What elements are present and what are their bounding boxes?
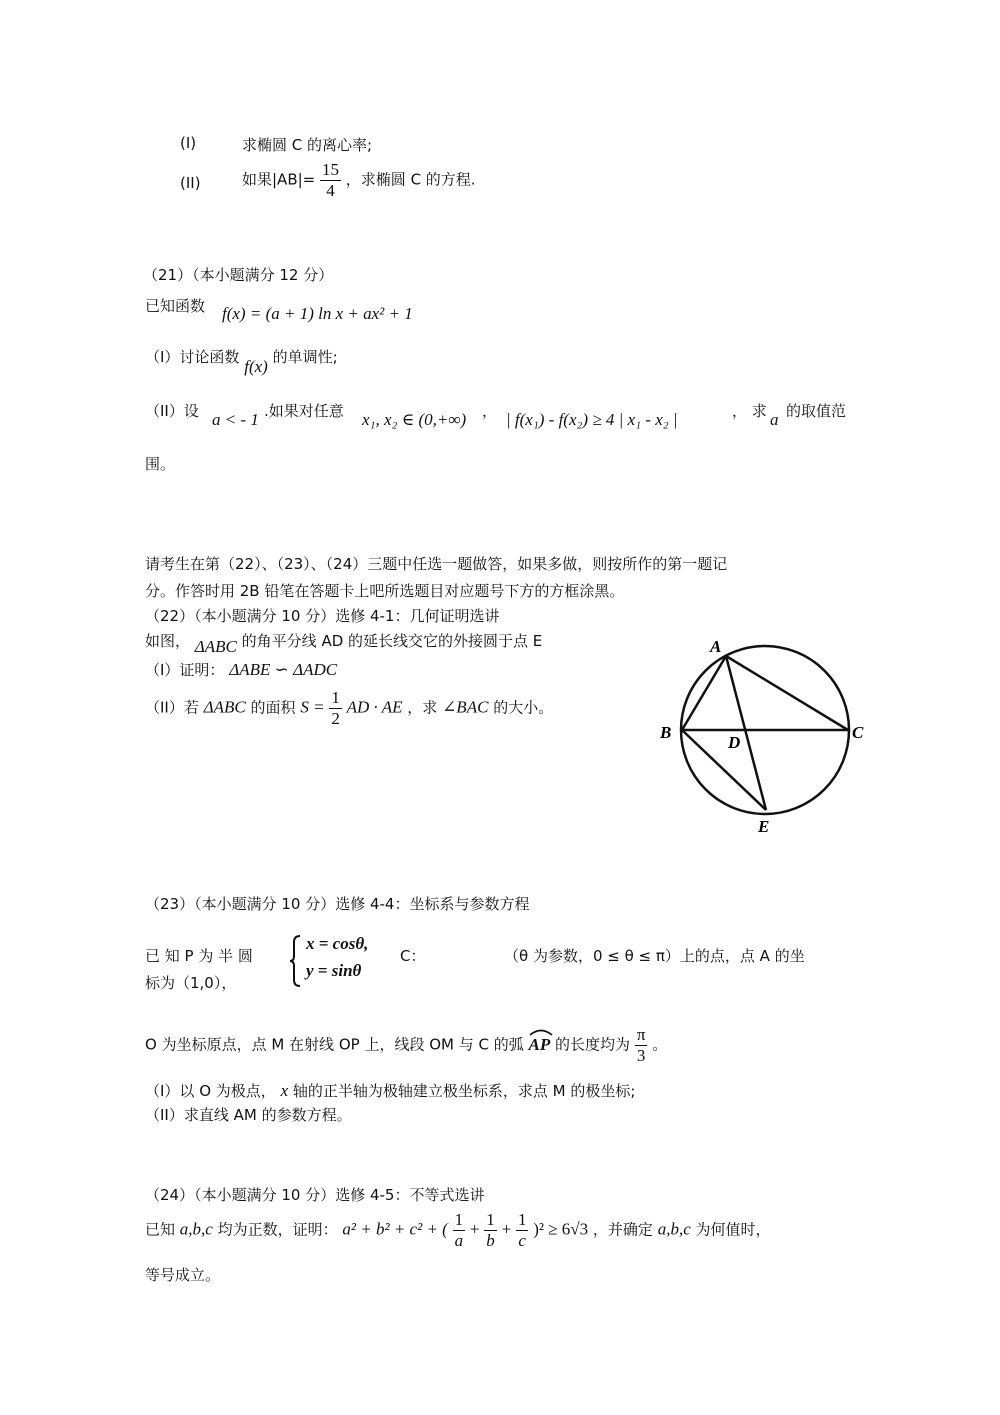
q24-header: （24）（本小题满分 10 分）选修 4-5：不等式选讲 [145, 1186, 485, 1204]
q24-line1 [145, 1210, 771, 1250]
plus-sign: + [469, 1219, 480, 1239]
q22-part2-prefix: （II）若 [145, 698, 199, 717]
q23-part1-suffix: 轴的正半轴为极轴建立极坐标系，求点 M 的极坐标; [292, 1082, 636, 1100]
q24-inequality-end: )² ≥ 6√3 [533, 1219, 589, 1239]
q22-part2-mid: 的面积 [250, 698, 296, 717]
q23-line3-prefix: O 为坐标原点，点 M 在射线 OP 上，线段 OM 与 C 的弧 [145, 1035, 524, 1054]
q20-part2-prefix: 如果|AB|= [242, 170, 316, 189]
q20-part1-text: 求椭圆 C 的离心率; [242, 136, 373, 154]
elective-line1: 请考生在第（22）、（23）、（24）三题中任选一题做答，如果多做，则按所作的第一题记 [145, 555, 728, 573]
q22-part2-fraction [329, 688, 342, 728]
fraction-denominator: 2 [331, 708, 340, 728]
fraction-denominator: 4 [326, 180, 335, 200]
q22-circle-figure [655, 628, 875, 840]
q23-line3-fraction [635, 1025, 648, 1065]
q20-part1-num: (I) [180, 134, 197, 152]
q23-line1-c: C： [400, 947, 426, 965]
q22-part2-triangle: ΔABC [203, 697, 246, 717]
q21-part1-fx: f(x) [244, 357, 268, 376]
segment-AC [726, 656, 848, 730]
arc-icon [529, 1028, 553, 1036]
q23-arc [529, 1035, 551, 1055]
q23-eq1: x = cosθ, [306, 934, 369, 953]
q20-part2-num: (II) [180, 174, 201, 192]
q24-frac-b [484, 1210, 497, 1250]
q21-part1-suffix: 的单调性; [272, 348, 338, 366]
fraction-numerator: 1 [331, 688, 340, 707]
q21-part2-cond: a < - 1 [212, 410, 259, 429]
q22-intro-suffix: 的角平分线 AD 的延长线交它的外接圆于点 E [241, 632, 543, 650]
q24-abc: a,b,c [179, 1219, 213, 1239]
q23-line3 [145, 1025, 667, 1065]
q23-line3-mid: 的长度均为 [555, 1035, 631, 1054]
point-B-label: B [660, 723, 672, 742]
q21-part2-range: 的取值范 [786, 402, 847, 420]
q22-intro-prefix: 如图， [145, 632, 191, 650]
q21-part2-a: a [770, 410, 779, 429]
q21-function: f(x) = (a + 1) ln x + ax² + 1 [222, 304, 413, 323]
q23-eq2: y = sinθ [306, 961, 362, 980]
plus-sign: + [501, 1219, 512, 1239]
q23-line3-end: 。 [652, 1035, 668, 1054]
fraction-numerator: 1 [486, 1210, 495, 1229]
q22-part1-prefix: （I）证明： [145, 661, 225, 679]
q20-part2-fraction [320, 160, 341, 200]
q20-part2 [242, 160, 476, 200]
q22-part2-product: AD · AE [346, 697, 403, 717]
q21-intro: 已知函数 [145, 297, 206, 315]
q21-part2-end: ， 求 [732, 402, 767, 420]
fraction-denominator: 3 [636, 1045, 646, 1065]
q23-line2: 标为（1,0）， [145, 974, 237, 992]
q23-part1-x: x [280, 1081, 289, 1100]
point-A-label: A [710, 637, 722, 656]
fraction-numerator: 15 [322, 160, 340, 179]
q21-part2-prefix: （II）设 [145, 402, 199, 420]
q21-part1-prefix: （I）讨论函数 [145, 348, 240, 366]
q22-part2-end: 的大小。 [493, 698, 554, 717]
q23-header: （23）（本小题满分 10 分）选修 4-4：坐标系与参数方程 [145, 895, 530, 913]
segment-BE [682, 730, 766, 810]
q22-intro-triangle: ΔABC [194, 637, 237, 656]
fraction-denominator: c [518, 1230, 526, 1250]
q23-part1-prefix: （I）以 O 为极点， [145, 1082, 276, 1100]
q22-intro [145, 630, 543, 656]
q24-abc2: a,b,c [657, 1219, 691, 1239]
q24-frac-c [516, 1210, 529, 1250]
q22-part2-angle: ∠BAC [442, 697, 489, 717]
q24-line1-end: 为何值时， [695, 1220, 771, 1239]
q24-frac-a [453, 1210, 466, 1250]
q21-part2-mid: .如果对任意 [264, 402, 344, 420]
q22-part2 [145, 688, 553, 728]
q22-part2-S: S = [300, 697, 325, 717]
q24-line2: 等号成立。 [145, 1266, 221, 1284]
q24-line1-mid: 均为正数，证明： [217, 1220, 338, 1239]
point-E-label: E [758, 817, 770, 836]
left-brace-icon [290, 934, 302, 988]
fraction-numerator: π [636, 1025, 646, 1044]
q22-part1-math: ΔABE ∽ ΔADC [229, 660, 338, 679]
fraction-numerator: 1 [517, 1210, 527, 1229]
elective-line2: 分。作答时用 2B 铅笔在答题卡上吧所选题目对应题号下方的方框涂黑。 [145, 582, 625, 600]
q23-line1-param: （θ 为参数，0 ≤ θ ≤ π）上的点，点 A 的坐 [504, 947, 805, 965]
q21-header: （21）（本小题满分 12 分） [143, 266, 334, 284]
q20-part2-suffix: ，求椭圆 C 的方程. [345, 170, 476, 189]
point-C-label: C [852, 723, 864, 742]
q23-part2: （II）求直线 AM 的参数方程。 [145, 1106, 352, 1124]
q21-part2-inequality: | f(x₁) - f(x₂) ≥ 4 | x₁ - x₂ | [506, 410, 678, 429]
q23-part1 [145, 1080, 635, 1101]
fraction-denominator: b [486, 1230, 495, 1250]
q23-line1-prefix: 已 知 P 为 半 圆 [145, 947, 253, 965]
fraction-denominator: a [454, 1230, 464, 1250]
q22-part2-mid2: ，求 [407, 698, 438, 717]
q21-part2-domain: x₁, x₂ ∈ (0,+∞) [362, 410, 467, 429]
q22-header: （22）（本小题满分 10 分）选修 4-1：几何证明选讲 [145, 607, 500, 625]
q24-line1-after: ，并确定 [592, 1220, 653, 1239]
q22-part1 [145, 659, 337, 680]
point-D-label: D [728, 733, 741, 752]
q24-line1-prefix: 已知 [145, 1220, 176, 1239]
q21-part2-comma: ， [482, 402, 498, 420]
q24-sum-squares: a² + b² + c² + ( [342, 1219, 448, 1239]
q21-part1 [145, 346, 338, 376]
q21-part2-wrap: 围。 [145, 455, 176, 473]
q23-arc-label: AP [528, 1034, 551, 1054]
fraction-numerator: 1 [454, 1210, 464, 1229]
